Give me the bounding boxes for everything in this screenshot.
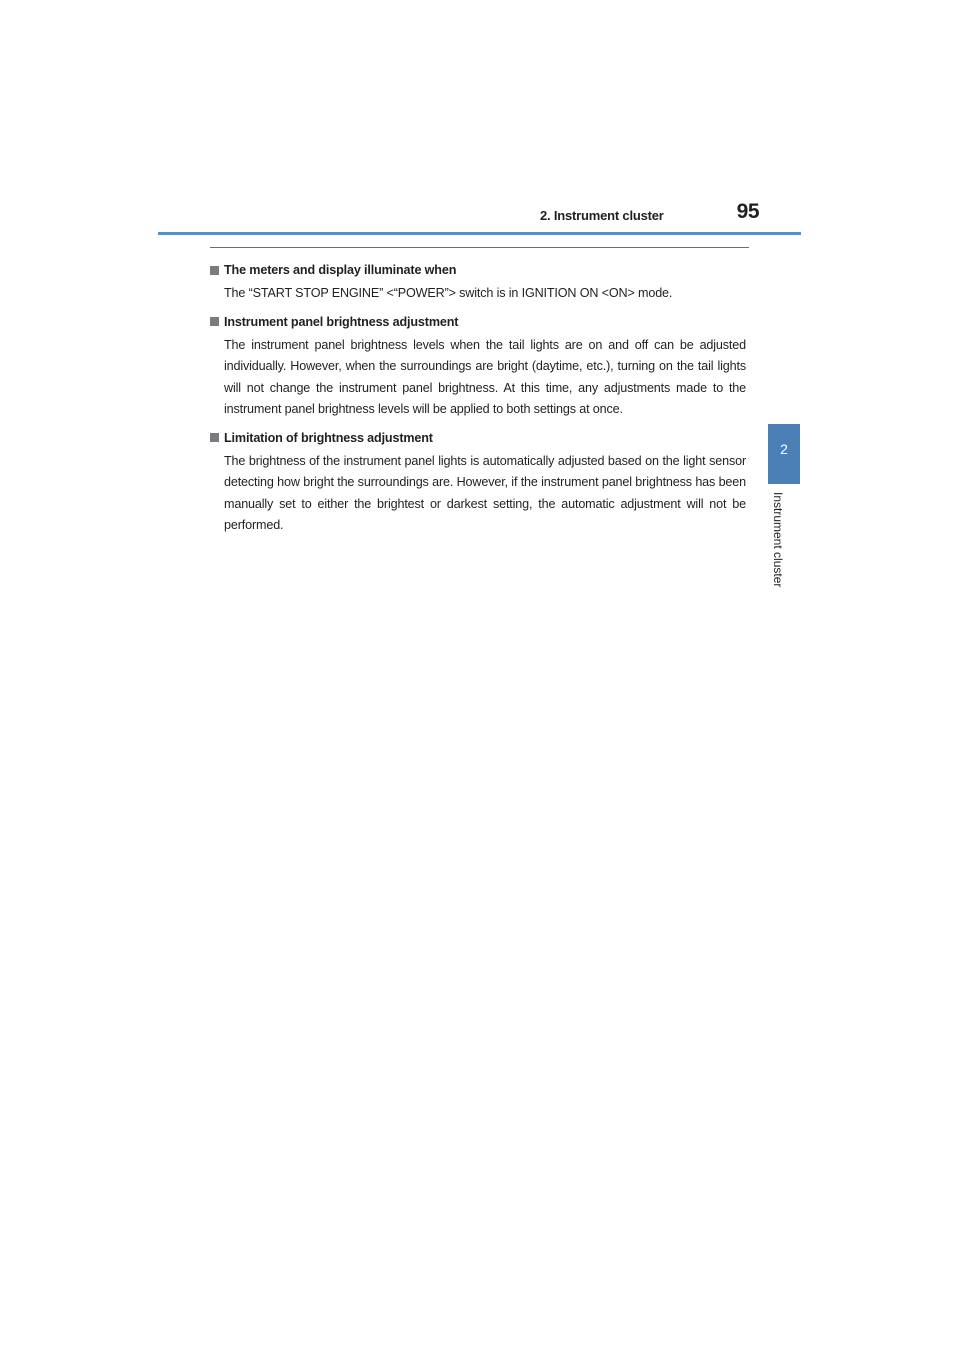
entry-heading: [210, 260, 746, 280]
chapter-tab: [768, 424, 800, 484]
entry-body: The instrument panel brightness levels when the tail lights are on and off can be adjusted individually. However, when the surroundings are bright (daytime, etc.), turning on the tail lights will not change the instrument panel brightness. At this time, any adjustments made to the instrument panel brightness levels will be applied to both settings at once.: [224, 337, 746, 416]
entry-heading: [210, 428, 746, 448]
entry-body: The brightness of the instrument panel lights is automatically adjusted based on the light sensor detecting how bright the surroundings are. However, if the instrument panel brightness has been manually set to either the brightest or darkest setting, the automatic adjustment will not be performed.: [224, 453, 746, 532]
square-bullet-icon: [210, 433, 219, 442]
entry-heading-text: Limitation of brightness adjustment: [224, 430, 433, 445]
entry-heading-text: Instrument panel brightness adjustment: [224, 314, 459, 329]
entry-heading: [210, 312, 746, 332]
chapter-side-label: [771, 492, 795, 612]
chapter-number: 2: [780, 441, 788, 457]
info-entry: [210, 428, 746, 537]
page-number: 95: [736, 200, 759, 223]
running-header-title: 2. Instrument cluster: [540, 208, 664, 223]
entry-body: The “START STOP ENGINE” <“POWER”> switch is in IGNITION ON <ON> mode.: [224, 286, 673, 300]
square-bullet-icon: [210, 317, 219, 326]
section-divider: [210, 247, 749, 248]
header-rule: [158, 232, 801, 235]
main-content: [210, 260, 746, 544]
chapter-label-text: Instrument cluster: [771, 492, 785, 588]
info-entry: [210, 260, 746, 305]
square-bullet-icon: [210, 266, 219, 275]
entry-heading-text: The meters and display illuminate when: [224, 263, 457, 277]
info-entry: [210, 312, 746, 421]
